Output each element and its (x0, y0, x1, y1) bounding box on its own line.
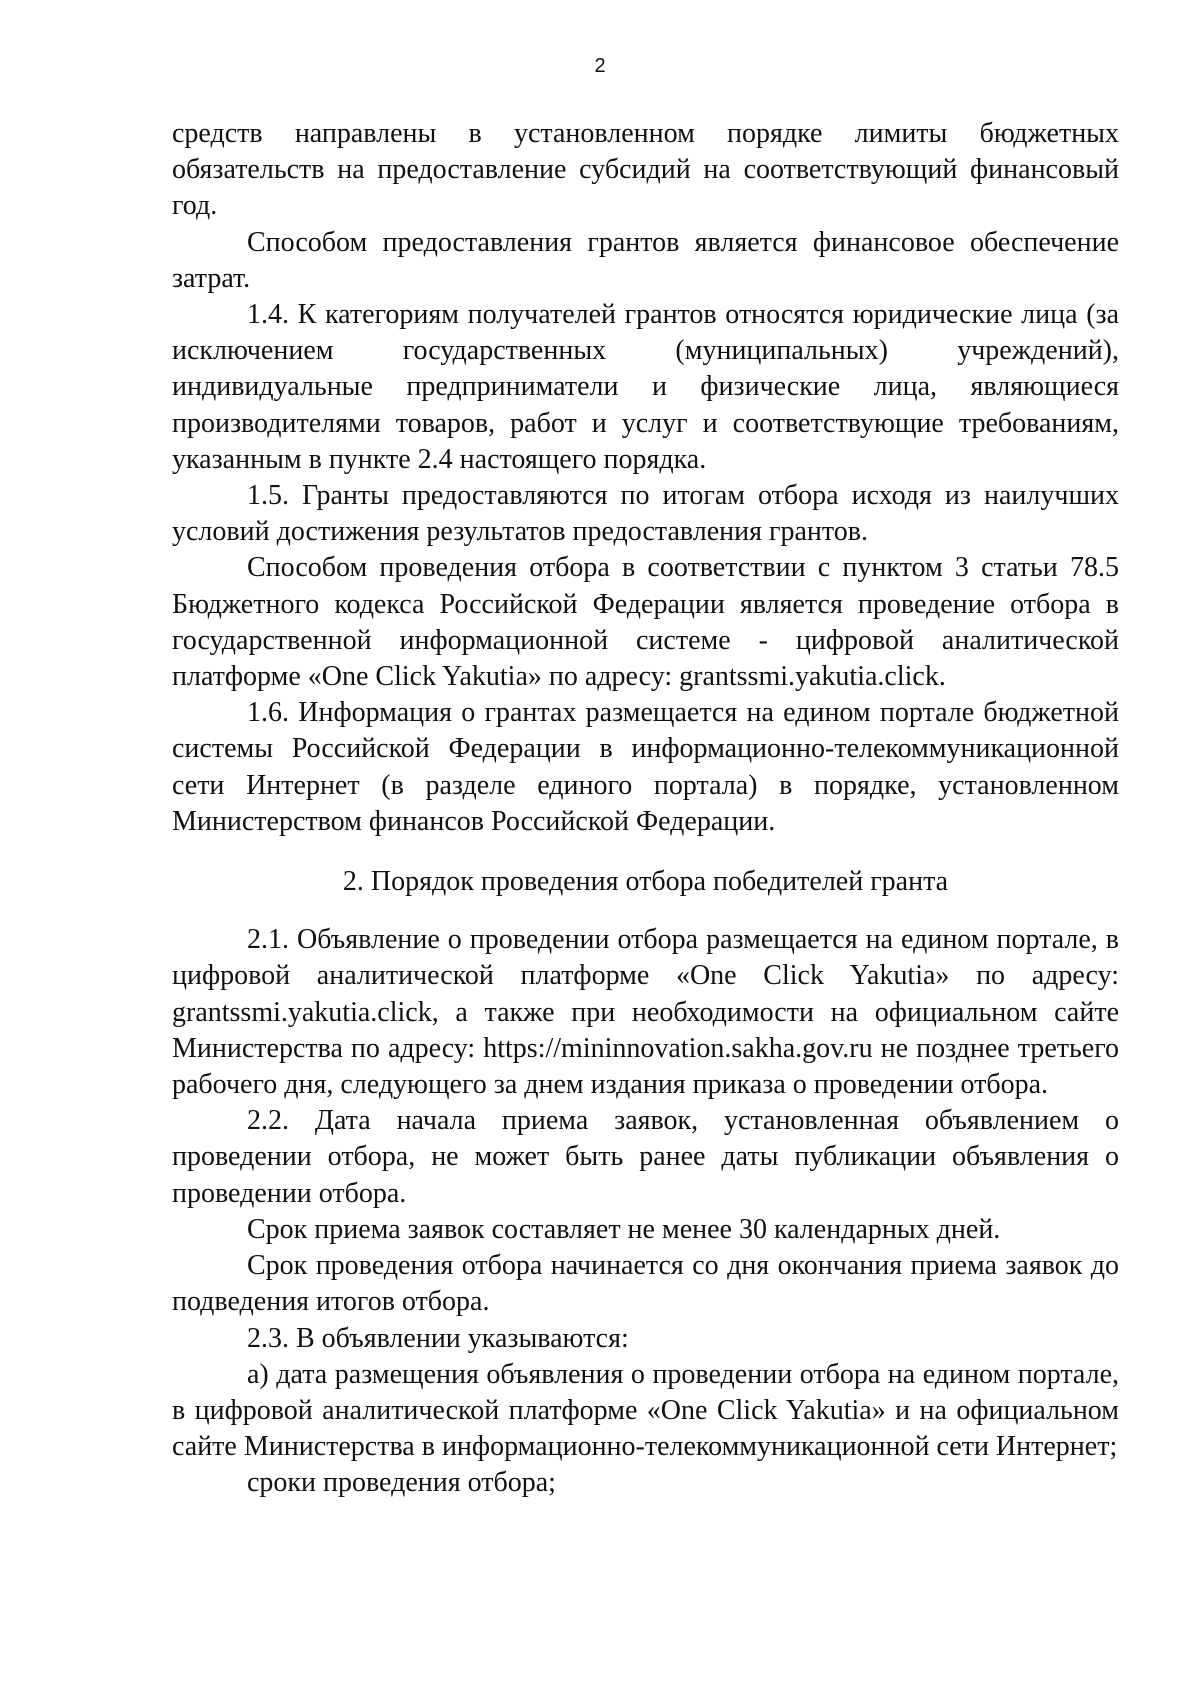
paragraph-application-period: Срок приема заявок составляет не менее 30 календарных дней. (247, 1213, 1001, 1245)
paragraph-continuation: средств направлены в установленном порядке лимиты бюджетных обязательств на предоставление субсидий на соответствующий финансовый год. (172, 118, 1119, 222)
paragraph-2-2: 2.2. Дата начала приема заявок, установленная объявлением о проведении отбора, не может быть ранее даты публикации объявления о проведении отбора. (172, 1105, 1119, 1209)
page-number: 2 (594, 55, 606, 77)
paragraph-selection-period: Срок проведения отбора начинается со дня окончания приема заявок до подведения итогов отбора. (172, 1250, 1119, 1318)
document-body (172, 116, 1119, 1502)
paragraph-2-1: 2.1. Объявление о проведении отбора размещается на едином портале, в цифровой аналитической платформе «One Click Yakutia» по адресу: grantssmi.yakutia.click, а также при необходимости на официальном сайте Министерства по адресу: https://mininnovation.sakha.gov.ru не позднее третьего рабочего дня, следующего за днем издания приказа о проведении отбора. (172, 924, 1119, 1101)
paragraph-1-6: 1.6. Информация о грантах размещается на едином портале бюджетной системы Российской Федерации в информационно-телекоммуникационной сети Интернет (в разделе единого портала) в порядке, установленном Министерством финансов Российской Федерации. (172, 697, 1119, 837)
paragraph-2-3: 2.3. В объявлении указываются: (247, 1322, 629, 1354)
paragraph-1-5: 1.5. Гранты предоставляются по итогам отбора исходя из наилучших условий достижения результатов предоставления грантов. (172, 480, 1119, 548)
paragraph-grant-method: Способом предоставления грантов является финансовое обеспечение затрат. (172, 226, 1119, 294)
paragraph-selection-terms: сроки проведения отбора; (247, 1467, 556, 1499)
paragraph-selection-method: Способом проведения отбора в соответствии с пунктом 3 статьи 78.5 Бюджетного кодекса Российской Федерации является проведение отбора в государственной информационной системе - цифровой аналитической платформе «One Click Yakutia» по адресу: grantssmi.yakutia.click. (172, 552, 1119, 693)
section-heading: 2. Порядок проведения отбора победителей гранта (342, 866, 949, 898)
paragraph-1-4: 1.4. К категориям получателей грантов относятся юридические лица (за исключением государственных (муниципальных) учреждений), индивидуальные предприниматели и физические лица, являющиеся производителями товаров, работ и услуг и соответствующие требованиям, указанным в пункте 2.4 настоящего порядка. (172, 299, 1119, 475)
paragraph-item-a: а) дата размещения объявления о проведении отбора на едином портале, в цифровой аналитической платформе «One Click Yakutia» и на официальном сайте Министерства в информационно-телекоммуникационной сети Интернет; (172, 1358, 1119, 1463)
